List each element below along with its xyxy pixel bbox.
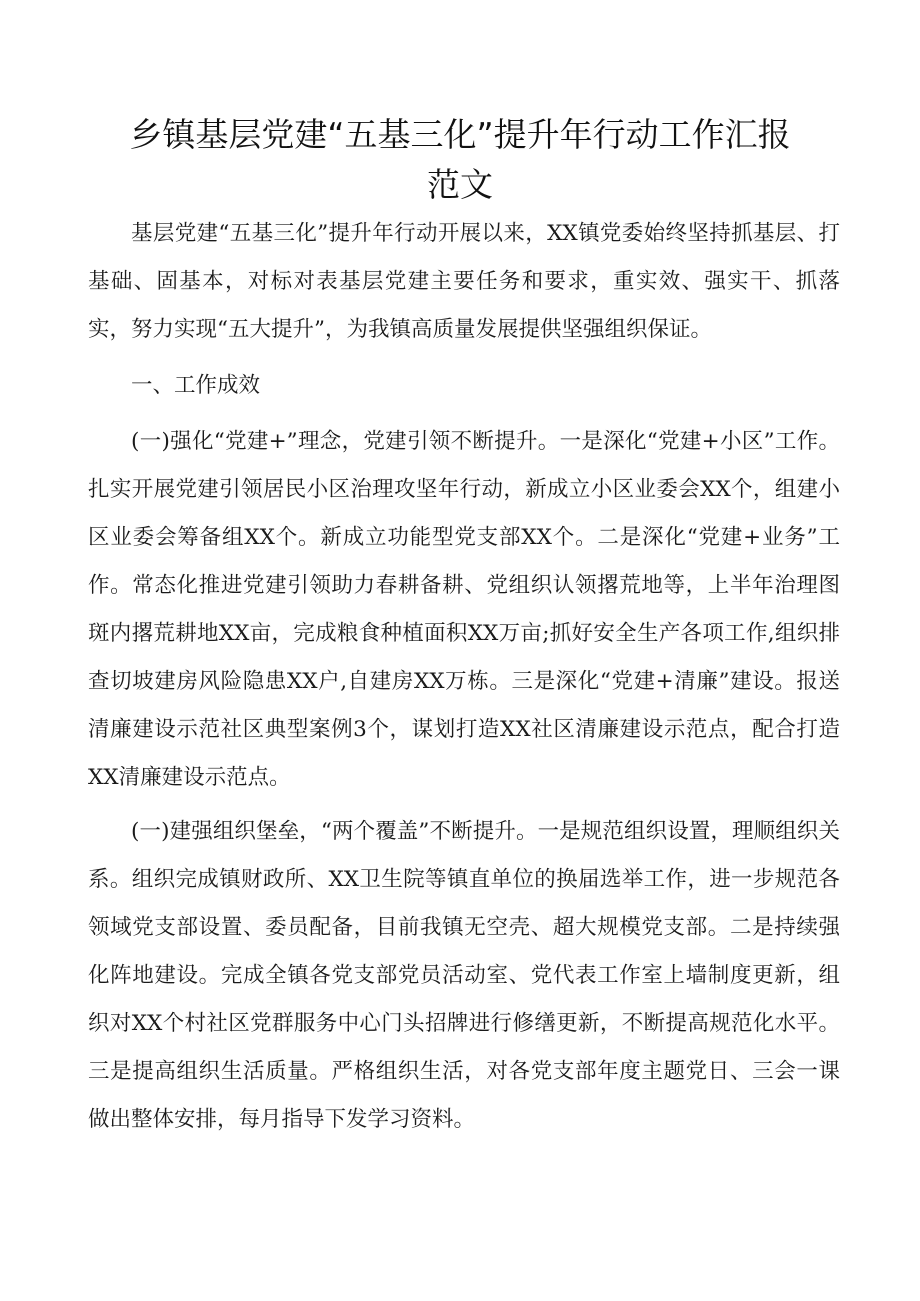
title-line-2: 范文	[427, 165, 493, 204]
section-heading: 一、工作成效	[131, 373, 261, 398]
body-paragraph-1: (一)强化“党建+”理念，党建引领不断提升。一是深化“党建+小区”工作。扎实开展党建引领居民小区治理攻坚年行动，新成立小区业委会XX个，组建小区业委会筹备组XX个。新成立功能型党支部XX个。二是深化“党建+业务”工作。常态化推进党建引领助力春耕备耕、党组织认领撂荒地等，上半年治理图斑内撂荒耕地XX亩，完成粮食种植面积XX万亩;抓好安全生产各项工作,组织排查切坡建房风险隐患XX户,自建房XX万栋。三是深化“党建+清廉”建设。报送清廉建设示范社区典型案例3个，谋划打造XX社区清廉建设示范点，配合打造XX清廉建设示范点。	[88, 429, 840, 790]
body-paragraph-2: (一)建强组织堡垒，“两个覆盖”不断提升。一是规范组织设置，理顺组织关系。组织完成镇财政所、XX卫生院等镇直单位的换届选举工作，进一步规范各领域党支部设置、委员配备，目前我镇无空壳、超大规模党支部。二是持续强化阵地建设。完成全镇各党支部党员活动室、党代表工作室上墙制度更新，组织对XX个村社区党群服务中心门头招牌进行修缮更新，不断提高规范化水平。三是提高组织生活质量。严格组织生活，对各党支部年度主题党日、三会一课做出整体安排，每月指导下发学习资料。	[88, 819, 840, 1132]
title-line-1: 乡镇基层党建“五基三化”提升年行动工作汇报	[129, 115, 791, 154]
intro-paragraph: 基层党建“五基三化”提升年行动开展以来，XX镇党委始终坚持抓基层、打基础、固基本，对标对表基层党建主要任务和要求，重实效、强实干、抓落实，努力实现“五大提升”，为我镇高质量发展提供坚强组织保证。	[88, 221, 840, 342]
document-title	[90, 110, 830, 210]
document-body	[88, 210, 840, 1144]
